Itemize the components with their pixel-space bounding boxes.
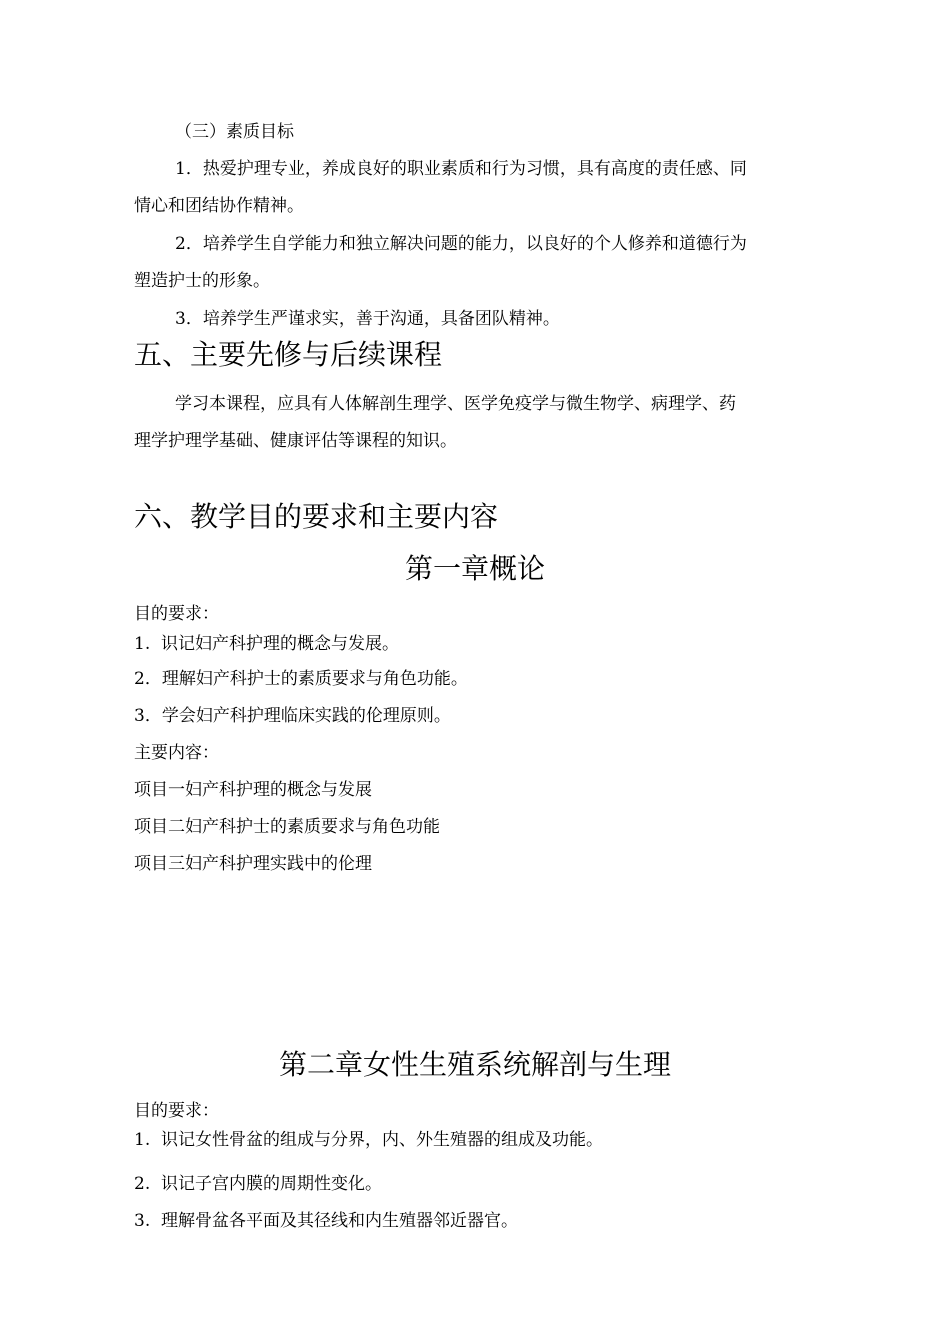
- quality-goal-2-line2: 塑造护士的形象。: [134, 271, 270, 291]
- chapter1-content-2: 项目二妇产科护士的素质要求与角色功能: [134, 817, 440, 837]
- chapter1-objective-3: 3．学会妇产科护理临床实践的伦理原则。: [134, 706, 451, 726]
- chapter1-objective-1: 1. 识记妇产科护理的概念与发展。: [134, 634, 400, 654]
- chapter2-objective-2: 2. 识记子宫内膜的周期性变化。: [134, 1174, 383, 1194]
- chapter2-objective-1: 1. 识记女性骨盆的组成与分界，内、外生殖器的组成及功能。: [134, 1130, 604, 1150]
- quality-goal-2-line1: 2．培养学生自学能力和独立解决问题的能力，以良好的个人修养和道德行为: [175, 234, 747, 254]
- chapter2-title: 第二章女性生殖系统解剖与生理: [278, 1048, 671, 1081]
- chapter2-objectives-label: 目的要求：: [134, 1101, 219, 1121]
- section5-title: 五、主要先修与后续课程: [134, 338, 443, 371]
- quality-goal-3: 3．培养学生严谨求实，善于沟通，具备团队精神。: [175, 309, 560, 329]
- chapter1-title: 第一章概论: [404, 552, 545, 585]
- chapter1-objective-2: 2．理解妇产科护士的素质要求与角色功能。: [134, 669, 468, 689]
- chapter1-content-label: 主要内容：: [134, 743, 219, 763]
- chapter2-objective-3: 3. 理解骨盆各平面及其径线和内生殖器邻近器官。: [134, 1211, 519, 1231]
- quality-goal-1-line1: 1．热爱护理专业，养成良好的职业素质和行为习惯，具有高度的责任感、同: [175, 159, 747, 179]
- quality-goals-heading: （三）素质目标: [175, 122, 294, 142]
- quality-goal-1-line2: 情心和团结协作精神。: [134, 196, 304, 216]
- section5-paragraph-line1: 学习本课程，应具有人体解剖生理学、医学免疫学与微生物学、病理学、药: [175, 394, 736, 414]
- chapter1-content-3: 项目三妇产科护理实践中的伦理: [134, 854, 372, 874]
- chapter1-content-1: 项目一妇产科护理的概念与发展: [134, 780, 372, 800]
- section6-title: 六、教学目的要求和主要内容: [134, 500, 499, 533]
- chapter1-objectives-label: 目的要求：: [134, 604, 219, 624]
- section5-paragraph-line2: 理学护理学基础、健康评估等课程的知识。: [134, 431, 457, 451]
